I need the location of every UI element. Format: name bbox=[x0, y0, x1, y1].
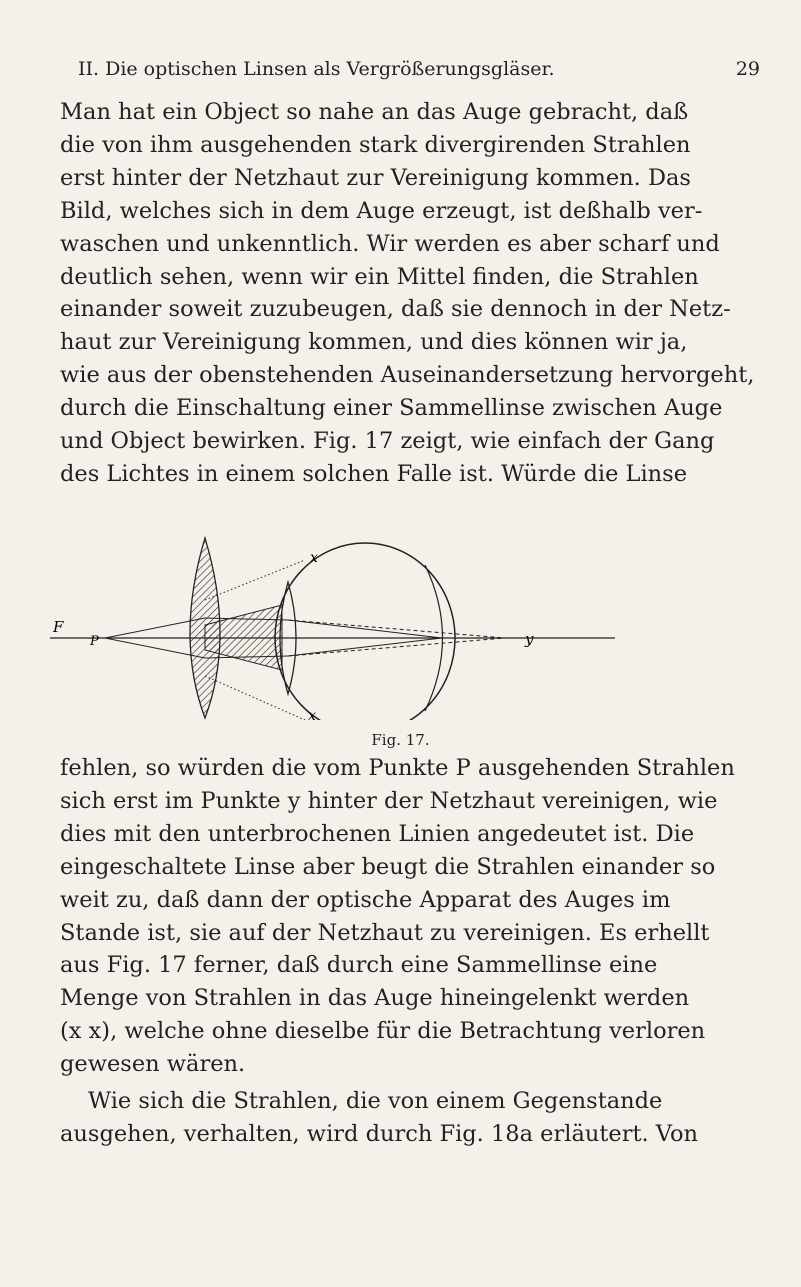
lens-diagram bbox=[50, 520, 690, 720]
page-number: 29 bbox=[735, 58, 760, 80]
ray-dashed bbox=[288, 620, 505, 638]
text-line: wie aus der obenstehenden Auseinandersetzung hervorgeht, bbox=[60, 362, 755, 389]
paragraph-1 bbox=[60, 96, 760, 491]
text-line: durch die Einschaltung einer Sammellinse zwischen Auge bbox=[60, 395, 723, 422]
ray bbox=[288, 620, 442, 638]
text-line: und Object bewirken. Fig. 17 zeigt, wie einfach der Gang bbox=[60, 428, 715, 455]
text-line: sich erst im Punkte y hinter der Netzhaut vereinigen, wie bbox=[60, 787, 718, 814]
text-line: aus Fig. 17 ferner, daß durch eine Sammellinse eine bbox=[60, 952, 658, 979]
text-line: dies mit den unterbrochenen Linien angedeutet ist. Die bbox=[60, 820, 695, 847]
text-line: haut zur Vereinigung kommen, und dies können wir ja, bbox=[60, 329, 688, 356]
text-line: weit zu, daß dann der optische Apparat des Auges im bbox=[60, 886, 671, 913]
text-line: deutlich sehen, wenn wir ein Mittel finden, die Strahlen bbox=[60, 263, 699, 290]
ray-dashed bbox=[288, 638, 505, 656]
label-P: P bbox=[90, 634, 99, 649]
ray-dotted bbox=[205, 560, 305, 600]
paragraph-3 bbox=[60, 1085, 760, 1151]
text-line: Wie sich die Strahlen, die von einem Gegenstande bbox=[88, 1088, 663, 1114]
text-line: einander soweit zuzubeugen, daß sie dennoch in der Netz- bbox=[60, 296, 731, 323]
ray bbox=[288, 638, 442, 656]
text-line: Bild, welches sich in dem Auge erzeugt, ist deßhalb ver- bbox=[60, 197, 703, 224]
paragraph-2 bbox=[60, 752, 760, 1081]
text-line: Menge von Strahlen in das Auge hineingelenkt werden bbox=[60, 985, 690, 1012]
label-x-top: x bbox=[310, 550, 318, 566]
chapter-title: II. Die optischen Linsen als Vergrößerungsgläser. bbox=[78, 58, 555, 80]
running-header bbox=[60, 58, 760, 88]
text-line: erst hinter der Netzhaut zur Vereinigung kommen. Das bbox=[60, 164, 691, 191]
figure-caption: Fig. 17. bbox=[371, 731, 430, 749]
label-y: y bbox=[525, 630, 534, 648]
text-line: Man hat ein Object so nahe an das Auge gebracht, daß bbox=[60, 99, 689, 125]
text-line: (x x), welche ohne dieselbe für die Betrachtung verloren bbox=[60, 1018, 706, 1045]
text-line: eingeschaltete Linse aber beugt die Strahlen einander so bbox=[60, 853, 716, 880]
label-x-bottom: x bbox=[308, 708, 316, 720]
ray-dotted bbox=[205, 676, 305, 720]
text-line: fehlen, so würden die vom Punkte P ausgehenden Strahlen bbox=[60, 755, 735, 781]
text-line: des Lichtes in einem solchen Falle ist. Würde die Linse bbox=[60, 460, 688, 487]
text-line: ausgehen, verhalten, wird durch Fig. 18a erläutert. Von bbox=[60, 1120, 699, 1147]
text-line: Stande ist, sie auf der Netzhaut zu vereinigen. Es erhellt bbox=[60, 919, 710, 946]
text-line: die von ihm ausgehenden stark divergirenden Strahlen bbox=[60, 131, 691, 158]
label-F: F bbox=[53, 618, 64, 636]
text-line: waschen und unkenntlich. Wir werden es aber scharf und bbox=[60, 230, 720, 257]
text-line: gewesen wären. bbox=[60, 1051, 246, 1078]
